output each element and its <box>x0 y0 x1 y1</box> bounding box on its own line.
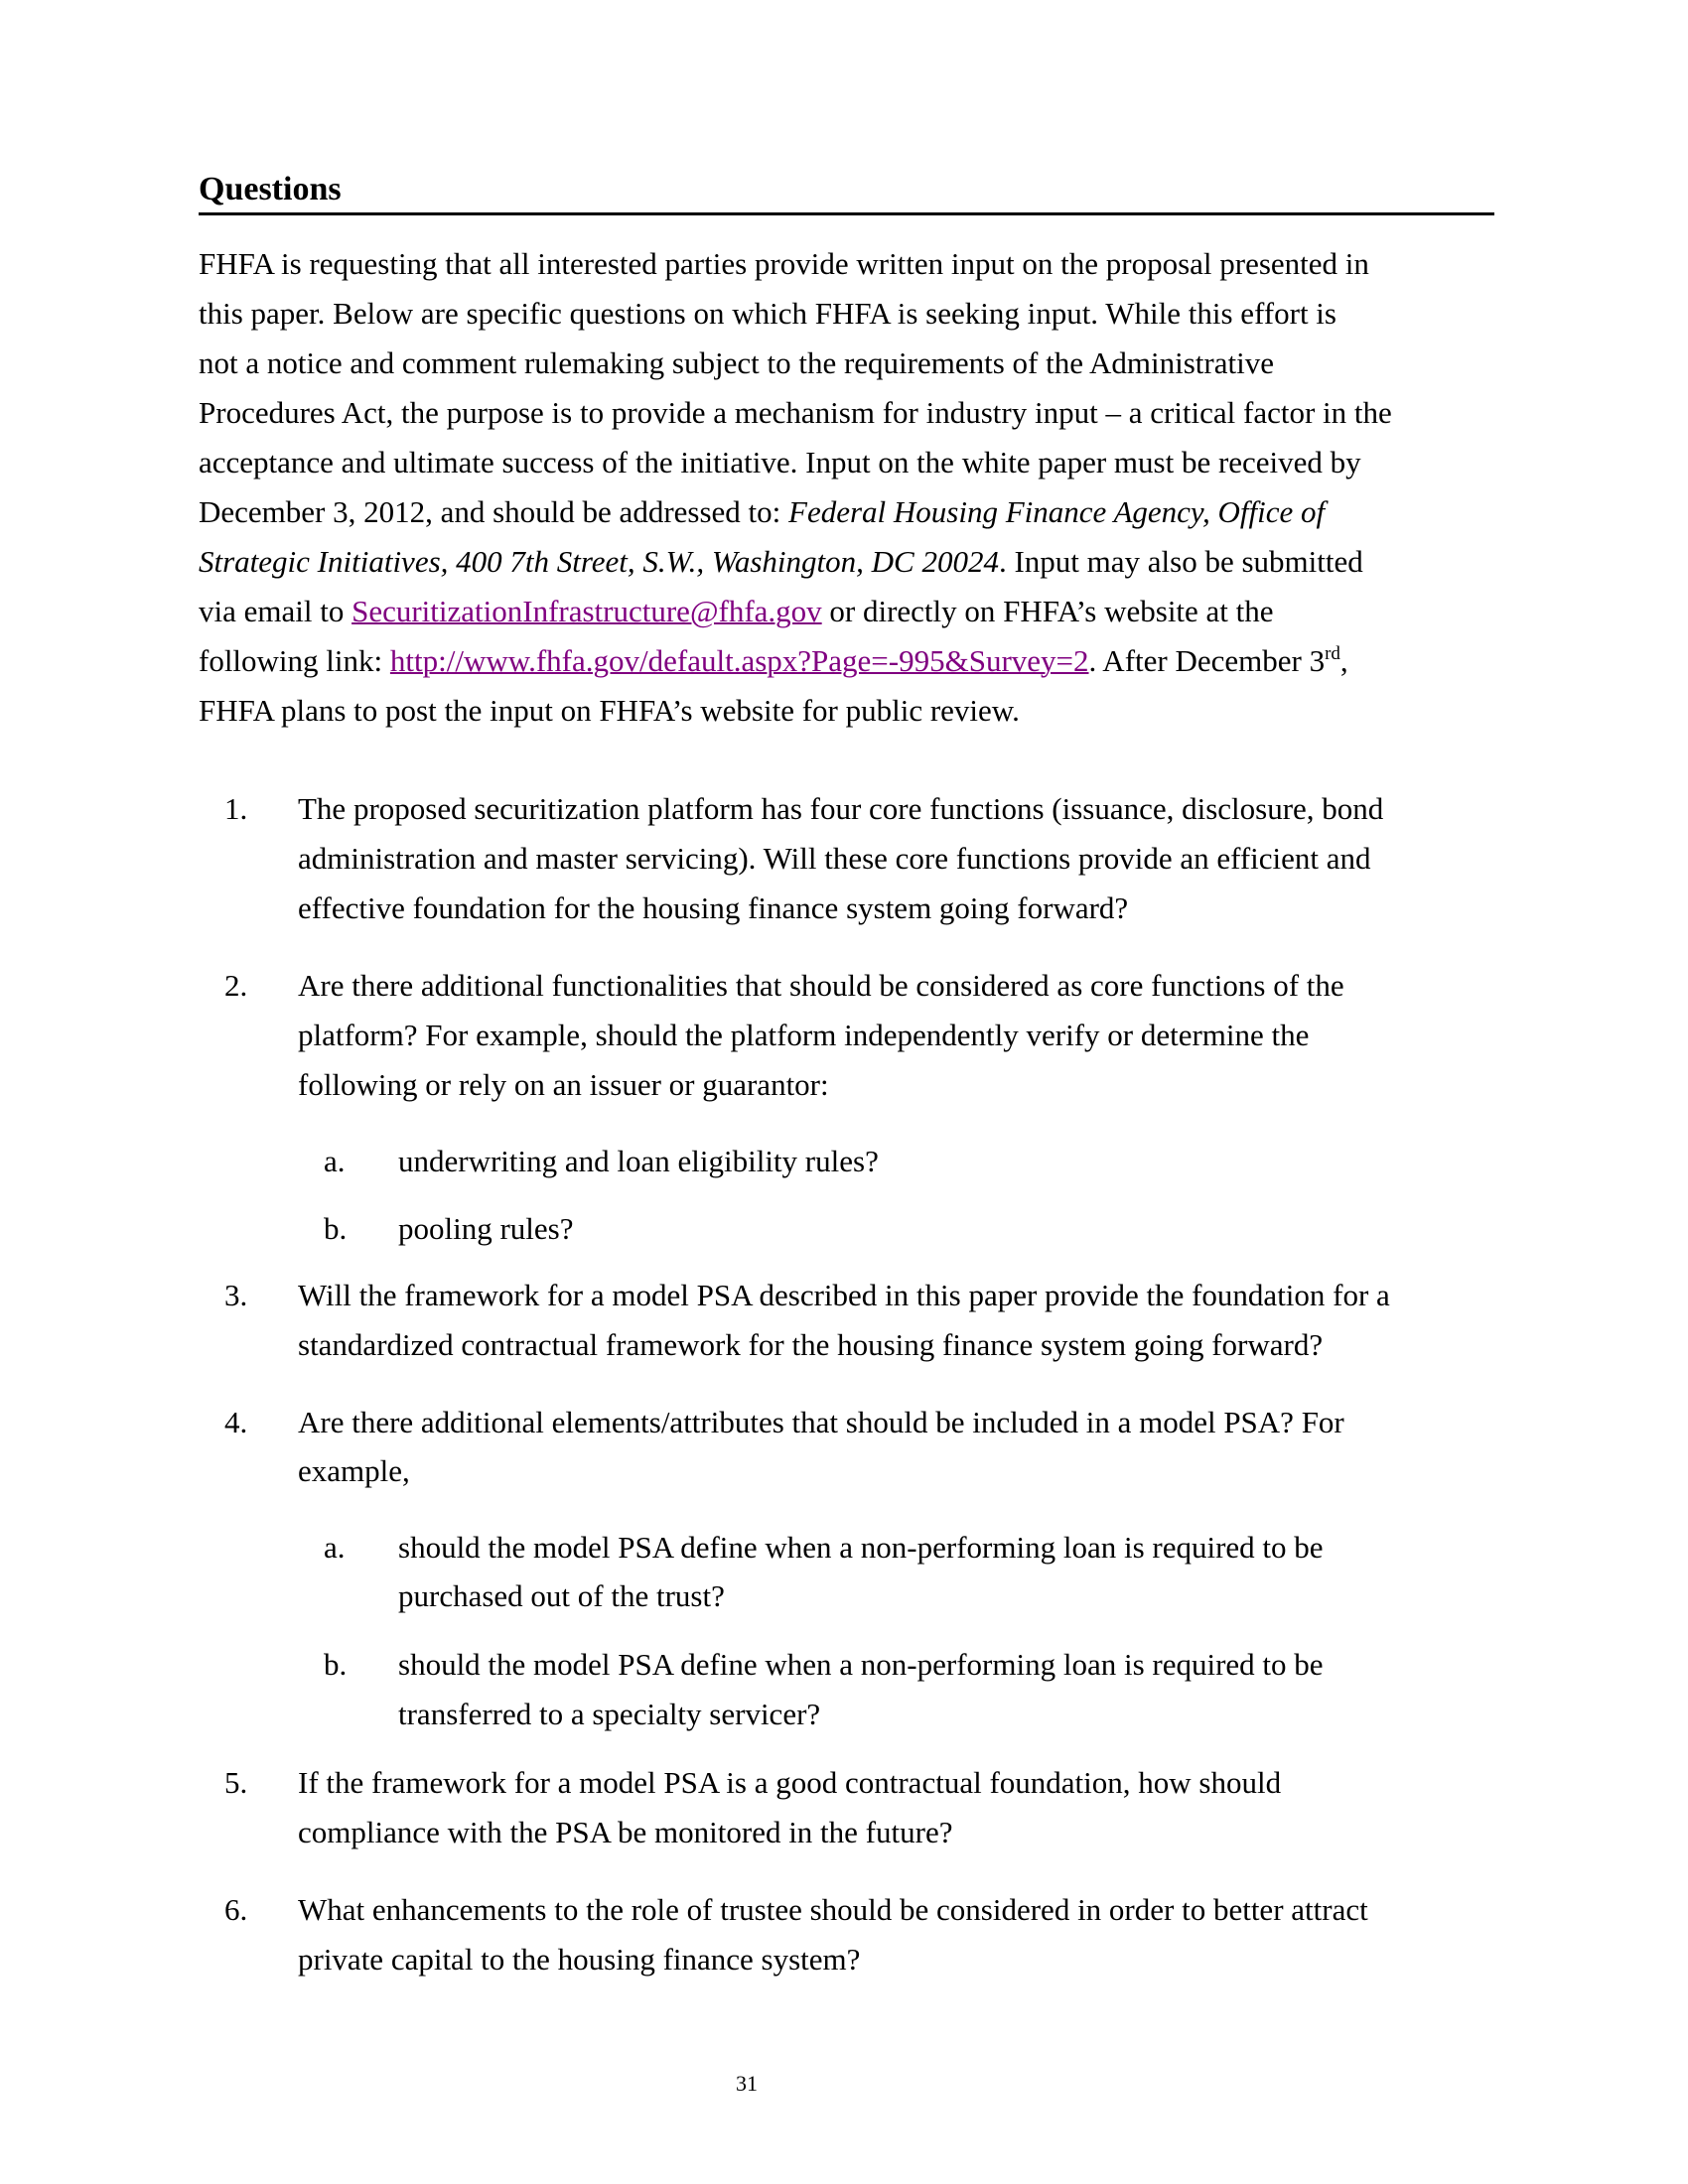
sub-question-line: should the model PSA define when a non-performing loan is required to be <box>398 1647 1324 1682</box>
sub-question-line: pooling rules? <box>398 1211 574 1246</box>
question-line: example, <box>298 1453 410 1488</box>
intro-text: . Input may also be submitted <box>998 544 1363 579</box>
section-heading: Questions <box>199 171 342 207</box>
question-number: 6. <box>224 1892 248 1927</box>
sub-question-letter: b. <box>324 1211 348 1246</box>
sub-question-letter: a. <box>324 1530 346 1565</box>
question-line: Will the framework for a model PSA described in this paper provide the foundation for a <box>298 1278 1390 1312</box>
intro-text: via email to <box>199 594 352 628</box>
intro-line: FHFA plans to post the input on FHFA’s website for public review. <box>199 693 1020 728</box>
intro-text: . After December 3 <box>1088 643 1326 678</box>
intro-text: , <box>1339 643 1348 678</box>
intro-line <box>199 494 1325 530</box>
question-line: standardized contractual framework for the housing finance system going forward? <box>298 1327 1324 1362</box>
question-line: Are there additional functionalities that should be considered as core functions of the <box>298 968 1344 1003</box>
intro-line <box>199 544 1363 580</box>
intro-line: acceptance and ultimate success of the initiative. Input on the white paper must be received by <box>199 445 1361 479</box>
sub-question-letter: a. <box>324 1144 346 1178</box>
survey-link[interactable]: http://www.fhfa.gov/default.aspx?Page=-995&Survey=2 <box>389 643 1089 678</box>
sub-question-line: should the model PSA define when a non-performing loan is required to be <box>398 1530 1324 1565</box>
intro-line <box>199 594 1274 629</box>
sub-question-letter: b. <box>324 1647 348 1682</box>
question-line: platform? For example, should the platform independently verify or determine the <box>298 1018 1310 1052</box>
question-line: What enhancements to the role of trustee should be considered in order to better attract <box>298 1892 1368 1927</box>
sub-question-line: underwriting and loan eligibility rules? <box>398 1144 879 1178</box>
heading-rule <box>199 212 1494 215</box>
intro-line: FHFA is requesting that all interested parties provide written input on the proposal presented in <box>199 246 1369 281</box>
question-line: The proposed securitization platform has four core functions (issuance, disclosure, bond <box>298 791 1384 826</box>
question-line: administration and master servicing). Will these core functions provide an efficient and <box>298 841 1371 876</box>
page-number: 31 <box>736 2071 758 2096</box>
intro-line <box>199 643 1348 679</box>
address-italic: Federal Housing Finance Agency, Office of <box>788 494 1326 529</box>
intro-line: this paper. Below are specific questions on which FHFA is seeking input. While this effort is <box>199 296 1336 331</box>
question-line: private capital to the housing finance system? <box>298 1942 861 1977</box>
ordinal-superscript: rd <box>1325 643 1340 664</box>
question-line: effective foundation for the housing finance system going forward? <box>298 890 1129 925</box>
intro-line: Procedures Act, the purpose is to provide a mechanism for industry input – a critical factor in the <box>199 395 1392 430</box>
address-italic: Strategic Initiatives, 400 7th Street, S.W., Washington, DC 20024 <box>199 544 999 579</box>
question-line: Are there additional elements/attributes that should be included in a model PSA? For <box>298 1405 1344 1439</box>
question-number: 2. <box>224 968 248 1003</box>
intro-text: following link: <box>199 643 390 678</box>
question-number: 4. <box>224 1405 248 1439</box>
email-link[interactable]: SecuritizationInfrastructure@fhfa.gov <box>352 594 822 628</box>
question-line: compliance with the PSA be monitored in the future? <box>298 1815 953 1849</box>
question-number: 3. <box>224 1278 248 1312</box>
question-line: If the framework for a model PSA is a good contractual foundation, how should <box>298 1765 1282 1800</box>
intro-text: or directly on FHFA’s website at the <box>821 594 1274 628</box>
sub-question-line: purchased out of the trust? <box>398 1578 725 1613</box>
intro-line: not a notice and comment rulemaking subject to the requirements of the Administrative <box>199 345 1274 380</box>
intro-text: December 3, 2012, and should be addressed to: <box>199 494 789 529</box>
question-number: 1. <box>224 791 248 826</box>
question-number: 5. <box>224 1765 248 1800</box>
question-line: following or rely on an issuer or guarantor: <box>298 1067 829 1102</box>
sub-question-line: transferred to a specialty servicer? <box>398 1697 821 1731</box>
